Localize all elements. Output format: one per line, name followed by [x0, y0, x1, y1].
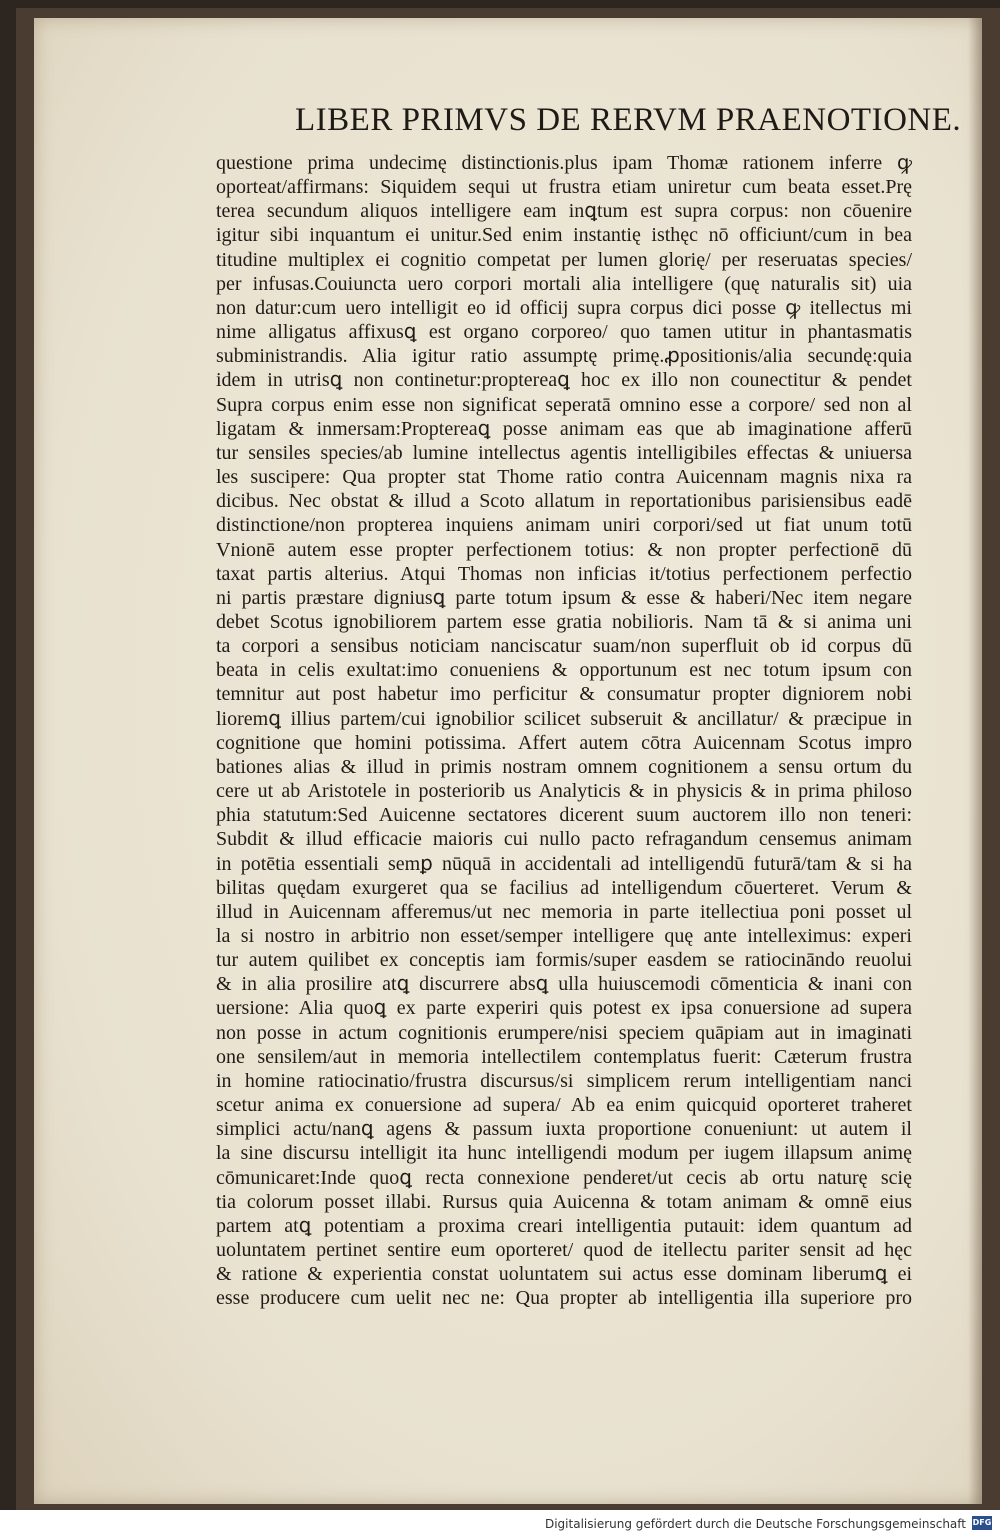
- text-line: terea secundum aliquos intelligere eam inꝗtum est supra corpus: non cōuenire: [216, 200, 912, 223]
- text-line: cere ut ab Aristotele in posteriorib us Analyticis & in physicis & in prima philoso: [216, 780, 912, 803]
- footer-credit: Digitalisierung gefördert durch die Deutsche Forschungsgemeinschaft: [544, 1517, 966, 1531]
- text-line: idem in utrisꝗ non continetur:proptereaꝗ hoc ex illo non counectitur & pendet: [216, 369, 912, 392]
- text-line: temnitur aut post habetur imo perficitur & consumatur propter digniorem nobi: [216, 683, 912, 706]
- text-line: uersione: Alia quoꝗ ex parte experiri quis potest ex ipsa conuersione ad supera: [216, 997, 912, 1020]
- text-line: dicibus. Nec obstat & illud a Scoto allatum in reportationibus parisiensibus eadē: [216, 490, 912, 513]
- text-line: & in alia prosilire atꝗ discurrere absꝗ ulla huiuscemodi cōmenticia & inani con: [216, 973, 912, 996]
- page-gutter-shadow: [968, 18, 982, 1504]
- text-line: la si nostro in arbitrio non esset/semper intelligere quę ante intelleximus: experi: [216, 925, 912, 947]
- text-line: scetur anima ex conuersione ad supera/ Ab ea enim quicquid oporteret traheret: [216, 1094, 912, 1117]
- text-line: ni partis præstare digniusꝗ parte totum ipsum & esse & haberi/Nec item negare: [216, 586, 912, 609]
- text-line: non posse in actum cognitionis erumpere/nisi speciem quāpiam aut in imaginati: [216, 1021, 912, 1044]
- text-line: non datur:cum uero intelligit eo id officij supra corpus dici posse ꝙ itellectus mi: [216, 296, 912, 319]
- text-line: titudine multiplex ei cognitio competat per lumen glorię/ per reseruatas species/: [216, 248, 912, 271]
- text-line: les suscipere: Qua propter stat Thome ratio contra Auicennam magnis nixa ra: [216, 466, 912, 489]
- text-line: nime alligatus affixusꝗ est organo corporeo/ quo tamen utitur in phantasmatis: [216, 321, 912, 344]
- text-line: bilitas quędam exurgeret qua se facilius ad intelligendum cōuerteret. Verum &: [216, 876, 912, 899]
- text-line: oporteat/affirmans: Siquidem sequi ut frustra etiam uniretur cum beata esset.Prę: [216, 176, 912, 199]
- text-line: simplici actu/nanꝗ agens & passum iuxta proportione conueniunt: ut autem il: [216, 1118, 912, 1141]
- text-line: igitur sibi inquantum ei unitur.Sed enim instantię isthęc nō officiunt/cum in bea: [216, 224, 912, 247]
- text-line: taxat partis alterius. Atqui Thomas non inficias it/totius perfectionem perfectio: [216, 562, 912, 585]
- text-line: cognitione que homini potissima. Affert autem cōtra Auicennam Scotus impro: [216, 731, 912, 754]
- text-line: debet Scotus ignobiliorem partem esse gratia nobilioris. Nam tā & si anima uni: [216, 610, 912, 633]
- text-line: tur autem quilibet ex conceptis iam formis/super easdem se ratiocināndo reuolui: [216, 949, 912, 972]
- text-line: Subdit & illud efficacie maioris cui nullo pacto refragandum censemus animam: [216, 828, 912, 851]
- running-head: LIBER PRIMVS DE RERVM PRAENOTIONE.: [295, 102, 962, 138]
- text-line: uoluntatem pertinet sentire eum oporteret/ quod de itellectu pariter sensit ad hęc: [216, 1239, 912, 1262]
- text-block: [216, 151, 912, 1311]
- text-line: phia statutum:Sed Auicenne sectatores dicerent suum auctorem illo non teneri:: [216, 804, 912, 827]
- text-line: cōmunicaret:Inde quoꝗ recta connexione penderet/ut cecis ab ortu naturę scię: [216, 1166, 912, 1189]
- text-line: tur sensiles species/ab lumine intellectus agentis intelligibiles effectas & uniuersa: [216, 441, 912, 464]
- text-line: in potētia essentiali semꝑ nūquā in accidentali ad intelligendū futurā/tam & si ha: [216, 852, 912, 875]
- text-line: in homine ratiocinatio/frustra discursus/si simplicem rerum intelligentiam nanci: [216, 1069, 912, 1092]
- text-line: Supra corpus enim esse non significat seperatā omnino esse a corpore/ sed non al: [216, 393, 912, 416]
- text-line: subministrandis. Alia igitur ratio assumptę primę.ꝓpositionis/alia secundę:quia: [216, 345, 912, 368]
- text-line: lioremꝗ illius partem/cui ignobilior scilicet subseruit & ancillatur/ & præcipue in: [216, 707, 912, 730]
- text-line: per infusas.Couiuncta uero corpori mortali alia intelligere (quę naturalis sit) uia: [216, 272, 912, 295]
- text-line: bationes alias & illud in primis nostram omnem cognitionem a sensu ortum du: [216, 755, 912, 778]
- text-line: ta corpori a sensibus noticiam nanciscatur suam/non superfluit ob id corpus dū: [216, 635, 912, 658]
- text-line: partem atꝗ potentiam a proxima creari intelligentia putauit: idem quantum ad: [216, 1214, 912, 1237]
- text-line: esse producere cum uelit nec ne: Qua propter ab intelligentia illa superiore pro: [216, 1287, 912, 1310]
- text-line: tia colorum posset illabi. Rursus quia Auicenna & totam animam & omnē eius: [216, 1190, 912, 1213]
- text-line: beata in celis exultat:imo conueniens & opportunum est nec totum ipsum con: [216, 659, 912, 682]
- text-line: one sensilem/aut in memoria intellectilem contemplatus fuerit: Cæterum frustra: [216, 1045, 912, 1068]
- text-line: & ratione & experientia constat uoluntatem sui actus esse dominam liberumꝗ ei: [216, 1263, 912, 1286]
- text-line: illud in Auicennam afferemus/ut nec memoria in parte itellectiua poni posset ul: [216, 900, 912, 923]
- text-line: ligatam & inmersam:Proptereaꝗ posse animam eas que ab imaginatione afferū: [216, 417, 912, 440]
- text-line: questione prima undecimę distinctionis.plus ipam Thomæ rationem inferre ꝙ: [216, 152, 912, 174]
- dfg-logo: DFG: [972, 1516, 992, 1530]
- text-line: la sine discursu intelligit ita hunc intelligendi modum per iugem illapsum animę: [216, 1142, 912, 1165]
- text-line: Vnionē autem esse propter perfectionem totius: & non propter perfectionē dū: [216, 538, 912, 561]
- text-line: distinctione/non propterea inquiens animam uniri corpori/sed ut fiat unum totū: [216, 514, 912, 537]
